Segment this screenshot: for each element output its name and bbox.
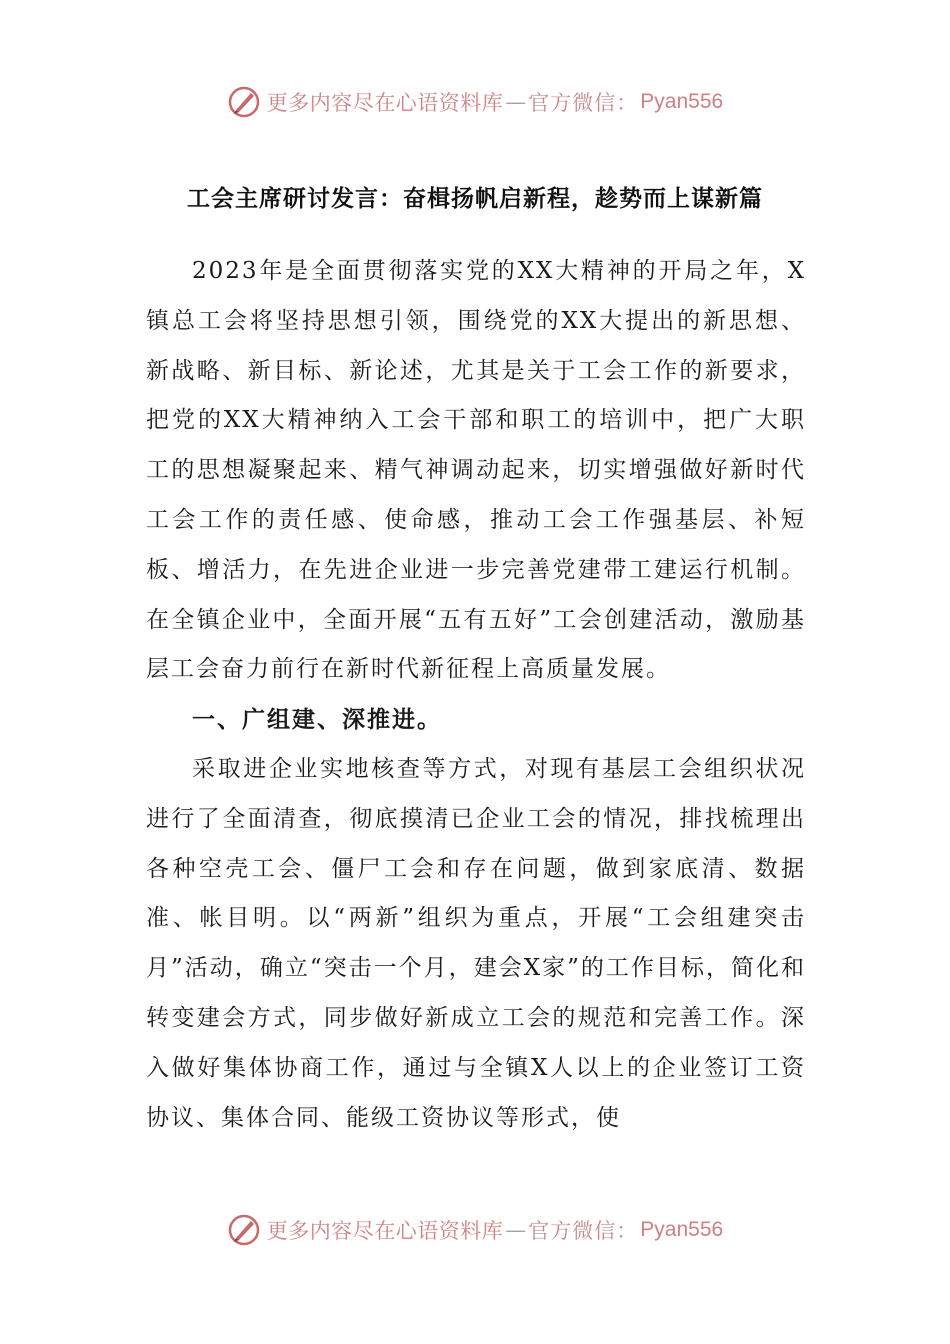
intro-paragraph: 2023年是全面贯彻落实党的XX大精神的开局之年，X镇总工会将坚持思想引领，围绕党的XX大提出的新思想、新战略、新目标、新论述，尤其是关于工会工作的新要求，把党的XX大精神纳入工会干部和职工的培训中，把广大职工的思想凝聚起来、精气神调动起来，切实增强做好新时代工会工作的责任感、使命感，推动工会工作强基层、补短板、增活力，在先进企业进一步完善党建带工建运行机制。在全镇企业中，全面开展“五有五好”工会创建活动，激励基层工会奋力前行在新时代新征程上高质量发展。 xyxy=(146,258,806,683)
watermark-handle: Pyan556 xyxy=(640,90,724,113)
section-1-heading: 一、广组建、深推进。 xyxy=(192,706,442,734)
watermark-footer xyxy=(0,1208,950,1252)
watermark-wechat-label: 官方微信： xyxy=(528,91,639,115)
watermark-dash: — xyxy=(505,1218,527,1242)
watermark-dash: — xyxy=(505,90,527,114)
watermark-brand: 更多内容尽在心语资料库 xyxy=(266,1219,504,1243)
document-title: 工会主席研讨发言：奋楫扬帆启新程，趁势而上谋新篇 xyxy=(187,185,763,212)
pen-circle-logo-icon xyxy=(227,85,261,119)
pen-circle-logo-icon xyxy=(227,1213,261,1247)
section-1-paragraph: 采取进企业实地核查等方式，对现有基层工会组织状况进行了全面清查，彻底摸清已企业工会的情况，排找梳理出各种空壳工会、僵尸工会和存在问题，做到家底清、数据准、帐目明。以“两新”组织为重点，开展“工会组建突击月”活动，确立“突击一个月，建会X家”的工作目标，简化和转变建会方式，同步做好新成立工会的规范和完善工作。深入做好集体协商工作，通过与全镇X人以上的企业签订工资协议、集体合同、能级工资协议等形式，使 xyxy=(146,755,806,1131)
watermark-header xyxy=(0,80,950,124)
document-body xyxy=(146,247,806,1143)
watermark-handle: Pyan556 xyxy=(640,1218,724,1241)
watermark-wechat-label: 官方微信： xyxy=(528,1219,639,1243)
watermark-brand: 更多内容尽在心语资料库 xyxy=(266,91,504,115)
